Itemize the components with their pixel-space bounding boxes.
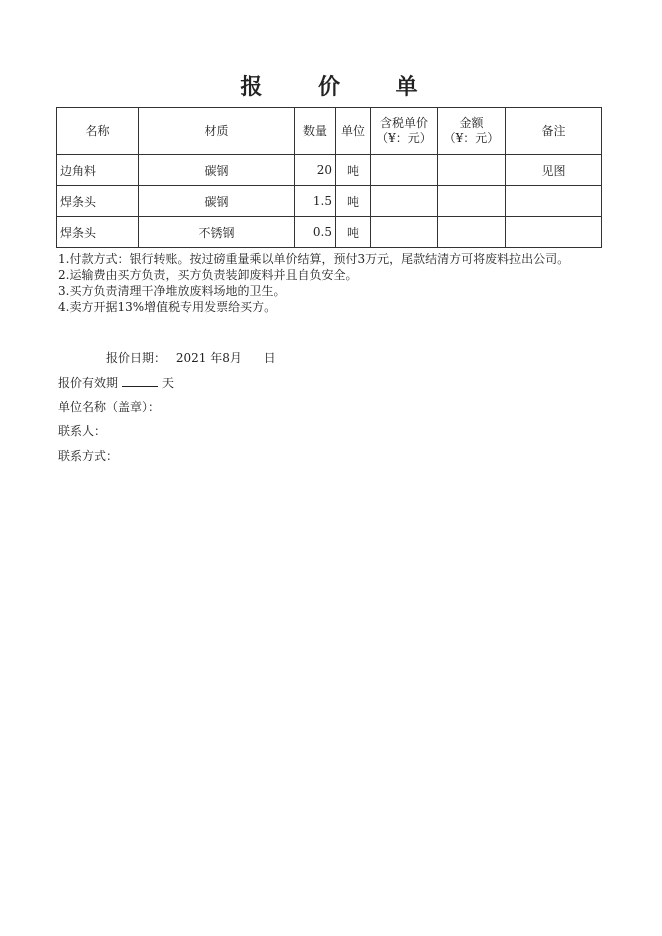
quote-date-day: 日 bbox=[263, 351, 276, 365]
table-header-row bbox=[57, 108, 602, 155]
cell-note[interactable] bbox=[506, 217, 602, 248]
table-row bbox=[57, 186, 602, 217]
page-title: 报 价 单 bbox=[240, 74, 442, 100]
validity-unit: 天 bbox=[162, 376, 175, 390]
note-cleanup: 3.买方负责清理干净堆放废料场地的卫生。 bbox=[58, 284, 286, 298]
cell-name[interactable]: 焊条头 bbox=[57, 186, 139, 217]
table-row bbox=[57, 217, 602, 248]
header-unit-price bbox=[371, 108, 438, 155]
table-row bbox=[57, 155, 602, 186]
cell-name[interactable]: 边角料 bbox=[57, 155, 139, 186]
cell-unit[interactable]: 吨 bbox=[336, 155, 371, 186]
cell-quantity[interactable]: 0.5 bbox=[295, 217, 336, 248]
quote-date-line bbox=[106, 349, 276, 366]
validity-blank[interactable] bbox=[122, 375, 158, 387]
quote-date-value[interactable]: 2021 年8月 bbox=[175, 351, 242, 365]
cell-unit-price[interactable] bbox=[371, 217, 438, 248]
contact-label: 联系人： bbox=[58, 424, 107, 438]
header-quantity: 数量 bbox=[295, 108, 336, 155]
header-amount-label: 金额 （¥：元） bbox=[443, 116, 500, 145]
header-note: 备注 bbox=[506, 108, 602, 155]
company-line bbox=[58, 398, 160, 415]
cell-unit-price[interactable] bbox=[371, 155, 438, 186]
note-transport: 2.运输费由买方负责，买方负责装卸废料并且自负安全。 bbox=[58, 268, 358, 282]
cell-quantity[interactable]: 1.5 bbox=[295, 186, 336, 217]
cell-amount[interactable] bbox=[438, 186, 506, 217]
cell-amount[interactable] bbox=[438, 217, 506, 248]
terms-notes bbox=[58, 251, 606, 315]
cell-note[interactable] bbox=[506, 186, 602, 217]
header-amount bbox=[438, 108, 506, 155]
validity-label: 报价有效期 bbox=[58, 376, 119, 390]
note-invoice: 4.卖方开据13%增值税专用发票给买方。 bbox=[58, 300, 277, 314]
header-unit: 单位 bbox=[336, 108, 371, 155]
contact-line bbox=[58, 422, 106, 439]
cell-note[interactable]: 见图 bbox=[506, 155, 602, 186]
cell-material[interactable]: 不锈钢 bbox=[139, 217, 295, 248]
cell-amount[interactable] bbox=[438, 155, 506, 186]
header-name: 名称 bbox=[57, 108, 139, 155]
header-unit-price-label: 含税单价 （¥：元） bbox=[376, 116, 432, 145]
cell-unit[interactable]: 吨 bbox=[336, 186, 371, 217]
validity-line bbox=[58, 374, 174, 391]
cell-unit-price[interactable] bbox=[371, 186, 438, 217]
quote-table bbox=[56, 107, 602, 248]
header-material: 材质 bbox=[139, 108, 295, 155]
cell-material[interactable]: 碳钢 bbox=[139, 186, 295, 217]
cell-name[interactable]: 焊条头 bbox=[57, 217, 139, 248]
cell-unit[interactable]: 吨 bbox=[336, 217, 371, 248]
note-payment: 1.付款方式：银行转账。按过磅重量乘以单价结算，预付3万元，尾款结清方可将废料拉出公司。 bbox=[58, 252, 570, 266]
contact-method-label: 联系方式： bbox=[58, 449, 119, 463]
cell-quantity[interactable]: 20 bbox=[295, 155, 336, 186]
cell-material[interactable]: 碳钢 bbox=[139, 155, 295, 186]
quote-date-label: 报价日期： bbox=[106, 351, 167, 365]
company-label: 单位名称（盖章）： bbox=[58, 400, 161, 414]
contact-method-line bbox=[58, 447, 118, 464]
